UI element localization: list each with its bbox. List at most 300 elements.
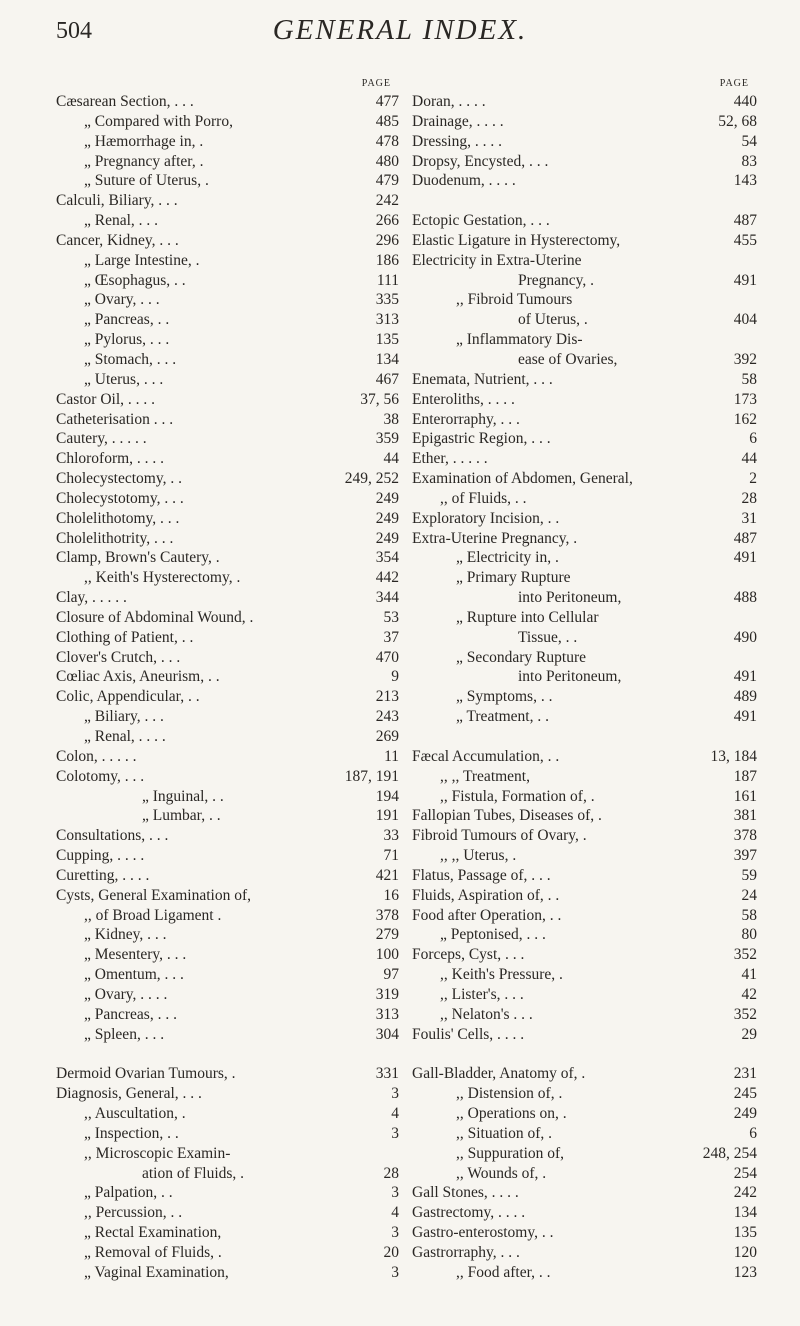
entry-page: 491 (733, 708, 757, 726)
index-entry (412, 826, 757, 846)
entry-page: 53 (383, 608, 399, 626)
entry-page: 41 (741, 966, 757, 984)
entry-text: Pregnancy, . (518, 271, 595, 289)
entry-page: 135 (375, 331, 399, 349)
index-entry (412, 410, 757, 430)
entry-text: „ Spleen, . . . (84, 1025, 165, 1043)
entry-page: 397 (733, 847, 757, 865)
entry-page: 71 (383, 847, 399, 865)
entry-text: ,, of Fluids, . . (440, 489, 527, 507)
index-entry (412, 866, 757, 886)
entry-text: Cæsarean Section, . . . (56, 93, 194, 110)
entry-text: Fibroid Tumours of Ovary, . (412, 827, 587, 845)
entry-text: ,, Distension of, . (456, 1085, 563, 1103)
entry-text: „ Omentum, . . . (84, 966, 184, 984)
index-entry (412, 1263, 757, 1283)
entry-text: „ Peptonised, . . . (440, 926, 546, 944)
entry-page: 6 (749, 1124, 757, 1142)
entry-text: ,, Fibroid Tumours (456, 291, 573, 309)
index-column-right (412, 78, 757, 1283)
entry-text: „ Secondary Rupture (456, 648, 586, 666)
entry-text: ,, Keith's Hysterectomy, . (84, 569, 241, 587)
entry-page: 9 (391, 668, 399, 686)
index-entry (56, 945, 399, 965)
entry-text: „ Symptoms, . . (456, 688, 553, 706)
index-entry (56, 1243, 399, 1263)
entry-page: 359 (375, 430, 399, 448)
entry-text: „ Renal, . . . . (84, 728, 166, 745)
index-entry (56, 687, 399, 707)
entry-page: 33 (383, 827, 399, 845)
entry-page: 28 (741, 489, 757, 507)
entry-page: 478 (375, 132, 399, 150)
entry-page: 231 (733, 1065, 757, 1083)
entry-text: „ Electricity in, . (456, 549, 559, 567)
entry-page: 404 (733, 311, 757, 329)
index-entry (56, 1025, 399, 1045)
entry-text: ,, of Broad Ligament . (84, 906, 222, 924)
entry-text: ,, Operations on, . (456, 1105, 567, 1123)
entry-text: Ether, . . . . . (412, 450, 488, 468)
entry-page: 3 (391, 1085, 399, 1103)
index-entry (56, 568, 399, 588)
entry-page: 44 (741, 450, 757, 468)
entry-text: „ Pylorus, . . . (84, 331, 170, 349)
entry-page: 378 (733, 827, 757, 845)
index-entry (412, 132, 757, 152)
index-entry (412, 1203, 757, 1223)
index-entry (412, 1223, 757, 1243)
entry-text: „ Mesentery, . . . (84, 946, 187, 964)
index-entry (412, 429, 757, 449)
index-entry (412, 568, 757, 588)
entry-text: Extra-Uterine Pregnancy, . (412, 529, 578, 547)
entry-page: 54 (741, 132, 757, 150)
index-entry (56, 370, 399, 390)
entry-page: 2 (749, 470, 757, 488)
entry-page: 31 (741, 509, 757, 527)
entry-text: Clothing of Patient, . . (56, 628, 194, 646)
entry-text: Enteroliths, . . . . (412, 390, 515, 408)
entry-page: 487 (733, 529, 757, 547)
entry-page: 6 (749, 430, 757, 448)
entry-text: Electricity in Extra-Uterine (412, 251, 582, 269)
index-entry (412, 1005, 757, 1025)
index-entry (56, 469, 399, 489)
index-entry (56, 529, 399, 549)
entry-page: 490 (733, 628, 757, 646)
entry-page: 489 (733, 688, 757, 706)
index-entry (56, 747, 399, 767)
entry-page: 143 (733, 172, 757, 190)
entry-text: ,, Percussion, . . (84, 1204, 183, 1222)
entry-text: „ Pregnancy after, . (84, 152, 204, 170)
entry-text: ,, Keith's Pressure, . (440, 966, 563, 984)
index-entry (56, 826, 399, 846)
index-entry (412, 271, 757, 291)
entry-page: 488 (733, 589, 757, 607)
index-entry (412, 1064, 757, 1084)
entry-page: 392 (733, 350, 757, 368)
entry-page: 269 (375, 728, 399, 745)
index-entry (412, 588, 757, 608)
index-entry (412, 469, 757, 489)
index-entry (412, 1243, 757, 1263)
entry-page: 467 (375, 370, 399, 388)
index-entry (56, 1084, 399, 1104)
entry-text: Enterorraphy, . . . (412, 410, 520, 428)
entry-page: 491 (733, 271, 757, 289)
entry-text: Flatus, Passage of, . . . (412, 866, 551, 884)
entry-text: Cholecystotomy, . . . (56, 489, 184, 507)
entry-page: 352 (733, 1005, 757, 1023)
entry-page: 3 (391, 1224, 399, 1242)
entry-text: Cœliac Axis, Aneurism, . . (56, 668, 220, 686)
entry-page: 194 (375, 787, 399, 805)
entry-page: 470 (375, 648, 399, 666)
entry-page: 331 (375, 1065, 399, 1083)
entry-page: 134 (375, 350, 399, 368)
entry-text: ,, Nelaton's . . . (440, 1005, 533, 1023)
index-entry (56, 1064, 399, 1084)
entry-text: Colotomy, . . . (56, 767, 145, 785)
index-entry (412, 509, 757, 529)
index-entry (412, 251, 757, 271)
entry-page: 20 (383, 1243, 399, 1261)
entry-page: 313 (375, 1005, 399, 1023)
index-entry (56, 1203, 399, 1223)
entry-page: 3 (391, 1263, 399, 1281)
entry-text: „ Ovary, . . . (84, 291, 160, 309)
entry-page: 440 (733, 93, 757, 110)
entry-text: Ectopic Gestation, . . . (412, 212, 550, 230)
entry-page: 13, 184 (710, 747, 757, 765)
entry-page: 134 (733, 1204, 757, 1222)
entry-page: 3 (391, 1184, 399, 1202)
entry-page: 421 (375, 866, 399, 884)
entry-text: Cupping, . . . . (56, 847, 145, 865)
entry-text: Castor Oil, . . . . (56, 390, 156, 408)
index-entry (412, 211, 757, 231)
index-entry (412, 846, 757, 866)
entry-text: ,, Auscultation, . (84, 1105, 186, 1123)
entry-page: 249 (375, 529, 399, 547)
entry-text: Gastrorraphy, . . . (412, 1243, 520, 1261)
index-entry (56, 806, 399, 826)
index-entry (56, 449, 399, 469)
entry-text: Exploratory Incision, . . (412, 509, 560, 527)
entry-page: 313 (375, 311, 399, 329)
index-entry (412, 965, 757, 985)
entry-text: „ Pancreas, . . (84, 311, 170, 329)
entry-page: 4 (391, 1204, 399, 1222)
entry-text: Tissue, . . (518, 628, 578, 646)
entry-text: Dressing, . . . . (412, 132, 502, 150)
index-entry (56, 509, 399, 529)
index-entry (56, 727, 399, 747)
index-entry (412, 945, 757, 965)
entry-page: 213 (375, 688, 399, 706)
entry-page: 352 (733, 946, 757, 964)
entry-page: 296 (375, 231, 399, 249)
entry-text: Gastro-enterostomy, . . (412, 1224, 554, 1242)
entry-page: 173 (733, 390, 757, 408)
index-entry (412, 747, 757, 767)
entry-page: 243 (375, 708, 399, 726)
index-entry (56, 410, 399, 430)
entry-text: „ Vaginal Examination, (84, 1263, 229, 1281)
entry-page: 11 (384, 747, 399, 765)
index-entry (56, 787, 399, 807)
index-entry (412, 707, 757, 727)
index-entry (56, 330, 399, 350)
index-entry (56, 886, 399, 906)
entry-page: 477 (375, 93, 399, 110)
entry-page: 16 (383, 886, 399, 904)
entry-page: 249 (375, 489, 399, 507)
index-entry (412, 787, 757, 807)
index-entries-left (56, 92, 399, 1283)
entry-text: Cholelithotomy, . . . (56, 509, 180, 527)
entry-text: ,, Fistula, Formation of, . (440, 787, 595, 805)
entry-page: 279 (375, 926, 399, 944)
entry-text: „ Inspection, . . (84, 1124, 179, 1142)
entry-text: Foulis' Cells, . . . . (412, 1025, 525, 1043)
index-entry (56, 310, 399, 330)
entry-page: 491 (733, 668, 757, 686)
entry-text: „ Renal, . . . (84, 212, 159, 230)
index-entry (412, 112, 757, 132)
entry-text: ,, Lister's, . . . (440, 985, 524, 1003)
entry-page: 242 (733, 1184, 757, 1202)
entry-text: into Peritoneum, (518, 589, 622, 607)
index-entry (412, 648, 757, 668)
index-entry (412, 390, 757, 410)
index-entry (412, 1164, 757, 1184)
entry-page: 319 (375, 985, 399, 1003)
index-entry (56, 548, 399, 568)
entry-text: Fæcal Accumulation, . . (412, 747, 560, 765)
entry-page: 485 (375, 112, 399, 130)
entry-page: 480 (375, 152, 399, 170)
entry-text: Cautery, . . . . . (56, 430, 147, 448)
index-entry (56, 112, 399, 132)
entry-text: Catheterisation . . . (56, 410, 174, 428)
index-column-left (56, 78, 399, 1283)
entry-text: Gall Stones, . . . . (412, 1184, 519, 1202)
index-entry (56, 231, 399, 251)
page-title: GENERAL INDEX. (272, 14, 528, 46)
page-column-heading: PAGE (719, 78, 749, 89)
entry-text: Epigastric Region, . . . (412, 430, 551, 448)
entry-text: „ Treatment, . . (456, 708, 549, 726)
entry-page: 161 (733, 787, 757, 805)
index-entry (412, 608, 757, 628)
entry-text: „ Uterus, . . . (84, 370, 164, 388)
index-entry (412, 667, 757, 687)
entry-text: Fluids, Aspiration of, . . (412, 886, 560, 904)
entry-page: 4 (391, 1105, 399, 1123)
index-entry (412, 1104, 757, 1124)
entry-text: Cysts, General Examination of, (56, 886, 251, 904)
index-entry (412, 767, 757, 787)
entry-text: ,, Suppuration of, (456, 1144, 565, 1162)
index-entry (56, 271, 399, 291)
entry-text: Enemata, Nutrient, . . . (412, 370, 553, 388)
entry-page: 249, 252 (344, 470, 399, 488)
index-entry (412, 171, 757, 191)
entry-text: ,, Wounds of, . (456, 1164, 547, 1182)
entry-text: „ Ovary, . . . . (84, 985, 168, 1003)
entry-text: „ Lumbar, . . (142, 807, 221, 825)
entry-text: „ Inguinal, . . (142, 787, 224, 805)
entry-text: ,, Situation of, . (456, 1124, 553, 1142)
entry-text: Dropsy, Encysted, . . . (412, 152, 549, 170)
entry-page: 24 (741, 886, 757, 904)
entry-text: „ Rupture into Cellular (456, 608, 599, 626)
index-entry (56, 628, 399, 648)
entry-text: Calculi, Biliary, . . . (56, 192, 178, 210)
entry-text: Consultations, . . . (56, 827, 169, 845)
entry-text: Curetting, . . . . (56, 866, 150, 884)
index-entry (56, 1263, 399, 1283)
index-entry (56, 350, 399, 370)
entry-page: 266 (375, 212, 399, 230)
entry-page: 187 (733, 767, 757, 785)
entry-text: ation of Fluids, . (142, 1164, 245, 1182)
page-number: 504 (56, 18, 92, 44)
entry-page: 59 (741, 866, 757, 884)
entry-page: 135 (733, 1224, 757, 1242)
entry-text: Dermoid Ovarian Tumours, . (56, 1065, 236, 1083)
entry-text: Diagnosis, General, . . . (56, 1085, 202, 1103)
index-entry (56, 925, 399, 945)
index-entry (56, 1104, 399, 1124)
index-entry (412, 92, 757, 112)
entry-text: Colic, Appendicular, . . (56, 688, 200, 706)
entry-page: 254 (733, 1164, 757, 1182)
index-entry (56, 866, 399, 886)
entry-page: 3 (391, 1124, 399, 1142)
entry-text: Duodenum, . . . . (412, 172, 516, 190)
index-entry (56, 846, 399, 866)
entry-text: ease of Ovaries, (518, 350, 618, 368)
index-entry (56, 667, 399, 687)
entry-text: Forceps, Cyst, . . . (412, 946, 525, 964)
entry-text: „ Removal of Fluids, . (84, 1243, 222, 1261)
entry-page: 479 (375, 172, 399, 190)
entry-page: 28 (383, 1164, 399, 1182)
entry-text: into Peritoneum, (518, 668, 622, 686)
entry-page: 491 (733, 549, 757, 567)
entry-text: of Uterus, . (518, 311, 588, 329)
entry-text: Chloroform, . . . . (56, 450, 165, 468)
entry-page: 44 (383, 450, 399, 468)
entry-text: „ Œsophagus, . . (84, 271, 186, 289)
index-entry (56, 1144, 399, 1164)
entry-text: „ Suture of Uterus, . (84, 172, 209, 190)
entry-page: 381 (733, 807, 757, 825)
entry-page: 37 (383, 628, 399, 646)
entry-page: 249 (733, 1105, 757, 1123)
entry-text: ,, Microscopic Examin- (84, 1144, 231, 1162)
index-entry (412, 310, 757, 330)
entry-text: ,, ,, Uterus, . (440, 847, 517, 865)
entry-page: 487 (733, 212, 757, 230)
index-entry (412, 985, 757, 1005)
entry-text: ,, ,, Treatment, (440, 767, 530, 785)
entry-text: Examination of Abdomen, General, (412, 470, 633, 488)
entry-text: Food after Operation, . . (412, 906, 562, 924)
entry-text: „ Hæmorrhage in, . (84, 132, 204, 150)
entry-page: 111 (376, 271, 399, 289)
entry-page: 249 (375, 509, 399, 527)
entry-page: 455 (733, 231, 757, 249)
entry-page: 58 (741, 370, 757, 388)
entry-page: 120 (733, 1243, 757, 1261)
index-entry (56, 965, 399, 985)
entry-page: 100 (375, 946, 399, 964)
index-entry (56, 1183, 399, 1203)
entry-page: 38 (383, 410, 399, 428)
entry-page: 58 (741, 906, 757, 924)
index-entry (412, 1183, 757, 1203)
index-entry (412, 449, 757, 469)
entry-text: Fallopian Tubes, Diseases of, . (412, 807, 602, 825)
entry-page: 191 (375, 807, 399, 825)
index-entry (56, 191, 399, 211)
entry-page: 80 (741, 926, 757, 944)
index-entry (56, 1124, 399, 1144)
entry-text: Clamp, Brown's Cautery, . (56, 549, 220, 567)
entry-text: Doran, . . . . (412, 93, 486, 110)
entry-text: „ Compared with Porro, (84, 112, 233, 130)
index-entry (56, 92, 399, 112)
index-entry (412, 687, 757, 707)
entry-page: 97 (383, 966, 399, 984)
entry-text: „ Primary Rupture (456, 569, 571, 587)
entry-page: 37, 56 (360, 390, 399, 408)
entry-text: „ Rectal Examination, (84, 1224, 222, 1242)
index-entry (412, 886, 757, 906)
entry-text: „ Large Intestine, . (84, 251, 200, 269)
index-entry (56, 390, 399, 410)
entry-page: 162 (733, 410, 757, 428)
index-entry (412, 330, 757, 350)
entry-text: „ Pancreas, . . . (84, 1005, 177, 1023)
entry-text: „ Palpation, . . (84, 1184, 173, 1202)
entry-text: Clay, . . . . . (56, 589, 127, 607)
index-entry (56, 588, 399, 608)
index-entry (412, 1025, 757, 1045)
entry-text: Cholelithotrity, . . . (56, 529, 174, 547)
entry-page: 187, 191 (344, 767, 399, 785)
index-entry (412, 1144, 757, 1164)
index-entries-right (412, 92, 757, 1283)
entry-text: ,, Food after, . . (456, 1263, 551, 1281)
index-entry (412, 152, 757, 172)
index-entry (56, 429, 399, 449)
entry-page: 304 (375, 1025, 399, 1043)
entry-text: Elastic Ligature in Hysterectomy, (412, 231, 621, 249)
index-entry (56, 1223, 399, 1243)
entry-text: Gastrectomy, . . . . (412, 1204, 526, 1222)
index-entry (56, 251, 399, 271)
index-entry (412, 489, 757, 509)
index-entry (412, 906, 757, 926)
index-entry (412, 529, 757, 549)
index-entry (56, 152, 399, 172)
